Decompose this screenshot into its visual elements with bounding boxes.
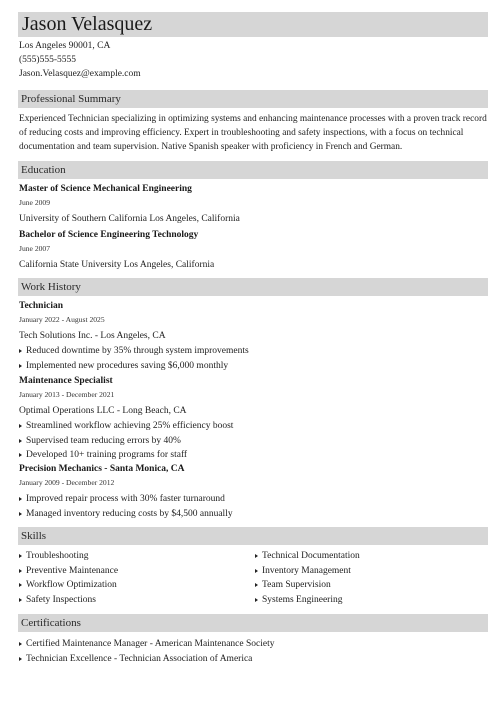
job-date: January 2013 - December 2021 — [19, 390, 115, 399]
job-bullets — [19, 419, 487, 463]
contact-location: Los Angeles 90001, CA — [19, 41, 111, 51]
job-bullet: Supervised team reducing errors by 40% — [19, 434, 487, 449]
job-title: Technician — [19, 301, 63, 311]
job-entry — [19, 375, 487, 463]
job-date: January 2022 - August 2025 — [19, 315, 105, 324]
section-heading-education: Education — [18, 161, 488, 179]
section-heading-certifications: Certifications — [18, 614, 488, 632]
skill-item: Technical Documentation — [255, 549, 475, 564]
education-entry — [19, 183, 487, 226]
skill-item: Team Supervision — [255, 578, 475, 593]
job-entry — [19, 300, 487, 373]
candidate-name: Jason Velasquez — [18, 12, 488, 37]
education-date: June 2007 — [19, 244, 51, 253]
education-date: June 2009 — [19, 198, 51, 207]
skill-item: Inventory Management — [255, 564, 475, 579]
job-bullet: Developed 10+ training programs for staff — [19, 448, 487, 463]
certifications-list — [19, 636, 487, 666]
job-company: Optimal Operations LLC - Long Beach, CA — [19, 406, 187, 416]
job-bullet: Improved repair process with 30% faster turnaround — [19, 492, 487, 507]
summary-text: Experienced Technician specializing in optimizing systems and enhancing maintenance processes with a proven track record of reducing costs and improving efficiency. Expert in troubleshooting and safety inspections, with a focus on technical documentation and team supervision. Native Spanish speaker with proficiency in French and German. — [19, 114, 487, 153]
education-school: University of Southern California Los Angeles, California — [19, 214, 240, 224]
education-entry — [19, 229, 487, 272]
job-bullets — [19, 344, 487, 373]
education-degree: Master of Science Mechanical Engineering — [19, 184, 192, 194]
skill-item: Preventive Maintenance — [19, 564, 239, 579]
skills-column-left — [19, 548, 239, 607]
skill-item: Troubleshooting — [19, 549, 239, 564]
job-title: Precision Mechanics - Santa Monica, CA — [19, 464, 185, 474]
contact-email: Jason.Velasquez@example.com — [19, 69, 141, 79]
certification-item: Technician Excellence - Technician Association of America — [19, 652, 487, 667]
job-company: Tech Solutions Inc. - Los Angeles, CA — [19, 331, 166, 341]
job-bullet: Managed inventory reducing costs by $4,500 annually — [19, 507, 487, 522]
job-bullets — [19, 492, 487, 521]
section-heading-skills: Skills — [18, 527, 488, 545]
job-entry — [19, 463, 487, 521]
skill-item: Systems Engineering — [255, 593, 475, 608]
job-date: January 2009 - December 2012 — [19, 478, 115, 487]
contact-phone: (555)555-5555 — [19, 55, 76, 65]
section-heading-work-history: Work History — [18, 278, 488, 296]
skill-item: Safety Inspections — [19, 593, 239, 608]
education-school: California State University Los Angeles, California — [19, 260, 215, 270]
certification-item: Certified Maintenance Manager - American Maintenance Society — [19, 637, 487, 652]
section-heading-summary: Professional Summary — [18, 90, 488, 108]
skills-column-right — [255, 548, 475, 607]
education-degree: Bachelor of Science Engineering Technology — [19, 230, 199, 240]
job-bullet: Streamlined workflow achieving 25% efficiency boost — [19, 419, 487, 434]
job-bullet: Implemented new procedures saving $6,000 monthly — [19, 359, 487, 374]
job-bullet: Reduced downtime by 35% through system improvements — [19, 344, 487, 359]
skill-item: Workflow Optimization — [19, 578, 239, 593]
job-title: Maintenance Specialist — [19, 376, 113, 386]
